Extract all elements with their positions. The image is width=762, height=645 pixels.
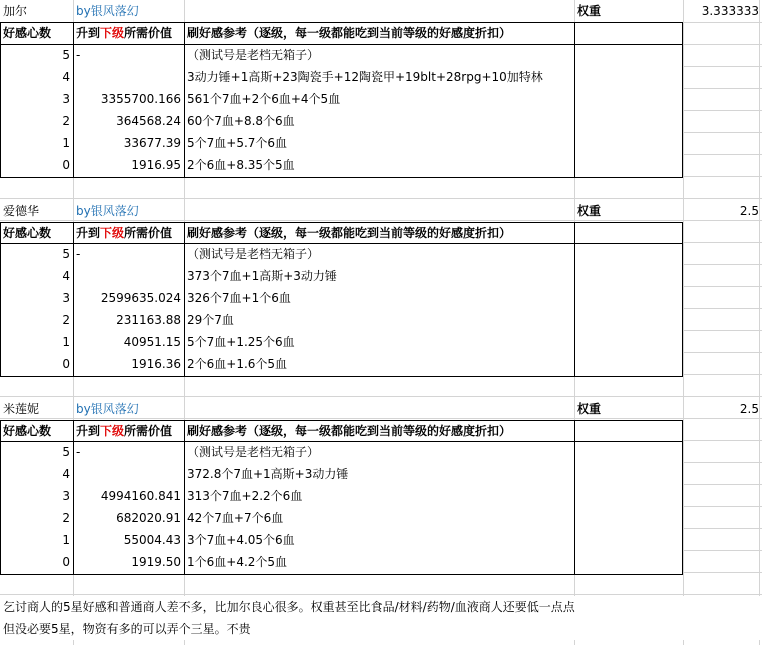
author-credit[interactable]: by银风落幻 [76,204,139,218]
grid-row-line [0,594,762,595]
header-reference[interactable]: 刷好感参考（逐级，每一级都能吃到当前等级的好感度折扣） [187,424,512,438]
cost-cell[interactable]: 3355700.166 [100,92,181,106]
header-level[interactable]: 好感心数 [3,424,52,438]
reference-cell[interactable]: 1个6血+4.2个5血 [187,555,288,569]
reference-cell[interactable]: 5个7血+1.25个6血 [187,335,295,349]
header-level[interactable]: 好感心数 [3,26,52,40]
reference-cell[interactable]: （测试号是老档无箱子） [187,445,320,459]
level-cell[interactable]: 1 [62,533,70,547]
cost-cell[interactable]: 40951.15 [123,335,181,349]
trader-name[interactable]: 加尔 [3,4,28,18]
grid-column-line [759,0,760,645]
grid-row-line [0,198,762,199]
level-cell[interactable]: 5 [62,247,70,261]
weight-label[interactable]: 权重 [577,402,602,416]
level-cell[interactable]: 0 [62,555,70,569]
reference-cell[interactable]: 3个7血+4.05个6血 [187,533,295,547]
header-reference[interactable]: 刷好感参考（逐级，每一级都能吃到当前等级的好感度折扣） [187,226,512,240]
cost-cell[interactable]: 1919.50 [131,555,181,569]
level-cell[interactable]: 0 [62,357,70,371]
level-cell[interactable]: 3 [62,489,70,503]
header-cost[interactable]: 升到下级所需价值 [76,424,173,438]
cost-cell[interactable]: 1916.36 [131,357,181,371]
weight-value[interactable]: 2.5 [739,204,759,218]
level-cell[interactable]: 2 [62,114,70,128]
header-cost[interactable]: 升到下级所需价值 [76,226,173,240]
level-cell[interactable]: 3 [62,92,70,106]
level-cell[interactable]: 3 [62,291,70,305]
cost-cell[interactable] [73,463,184,485]
reference-cell[interactable]: 29个7血 [187,313,234,327]
note-line-2[interactable]: 但没必要5星，物资有多的可以弄个三星。不贵 [0,618,762,640]
level-cell[interactable]: 1 [62,136,70,150]
level-cell[interactable]: 4 [62,269,70,283]
header-cost[interactable]: 升到下级所需价值 [76,26,173,40]
reference-cell[interactable]: （测试号是老档无箱子） [187,48,320,62]
reference-cell[interactable]: 373个7血+1高斯+3动力锤 [187,269,337,283]
trader-name[interactable]: 米莲妮 [3,402,40,416]
weight-value[interactable]: 3.333333 [701,4,759,18]
level-cell[interactable]: 2 [62,313,70,327]
weight-value[interactable]: 2.5 [739,402,759,416]
note-line-1[interactable]: 乞讨商人的5星好感和普通商人差不多，比加尔良心很多。权重甚至比食品/材料/药物/血液商人还要低一点点 [0,596,762,618]
reference-cell[interactable]: 5个7血+5.7个6血 [187,136,288,150]
reference-cell[interactable]: 326个7血+1个6血 [187,291,291,305]
cost-cell[interactable]: 4994160.841 [100,489,181,503]
level-cell[interactable]: 4 [62,70,70,84]
header-level[interactable]: 好感心数 [3,226,52,240]
cost-cell[interactable]: 1916.95 [131,158,181,172]
level-cell[interactable]: 5 [62,445,70,459]
trader-name[interactable]: 爱德华 [3,204,40,218]
author-credit[interactable]: by银风落幻 [76,402,139,416]
level-cell[interactable]: 4 [62,467,70,481]
cost-cell[interactable]: 33677.39 [123,136,181,150]
reference-cell[interactable]: 2个6血+1.6个5血 [187,357,288,371]
cost-cell[interactable] [73,265,184,287]
cost-cell[interactable] [73,66,184,88]
level-cell[interactable]: 0 [62,158,70,172]
level-cell[interactable]: 2 [62,511,70,525]
reference-cell[interactable]: 42个7血+7个6血 [187,511,284,525]
reference-cell[interactable]: 313个7血+2.2个6血 [187,489,303,503]
cost-cell[interactable]: 231163.88 [116,313,181,327]
reference-cell[interactable]: 561个7血+2个6血+4个5血 [187,92,341,106]
cost-cell[interactable]: 2599635.024 [100,291,181,305]
reference-cell[interactable]: 372.8个7血+1高斯+3动力锤 [187,467,349,481]
header-reference[interactable]: 刷好感参考（逐级，每一级都能吃到当前等级的好感度折扣） [187,26,512,40]
grid-column-line [683,0,684,645]
cost-cell[interactable]: 682020.91 [116,511,181,525]
weight-label[interactable]: 权重 [577,4,602,18]
reference-cell[interactable]: 60个7血+8.8个6血 [187,114,295,128]
reference-cell[interactable]: （测试号是老档无箱子） [187,247,320,261]
cost-cell[interactable]: - [76,48,81,62]
cost-cell[interactable]: 55004.43 [123,533,181,547]
reference-cell[interactable]: 2个6血+8.35个5血 [187,158,295,172]
level-cell[interactable]: 5 [62,48,70,62]
author-credit[interactable]: by银风落幻 [76,4,139,18]
weight-label[interactable]: 权重 [577,204,602,218]
cost-cell[interactable]: - [76,247,81,261]
cost-cell[interactable]: - [76,445,81,459]
reference-cell[interactable]: 3动力锤+1高斯+23陶瓷手+12陶瓷甲+19blt+28rpg+10加特林 [187,70,543,84]
cost-cell[interactable]: 364568.24 [116,114,181,128]
level-cell[interactable]: 1 [62,335,70,349]
grid-row-line [0,396,762,397]
